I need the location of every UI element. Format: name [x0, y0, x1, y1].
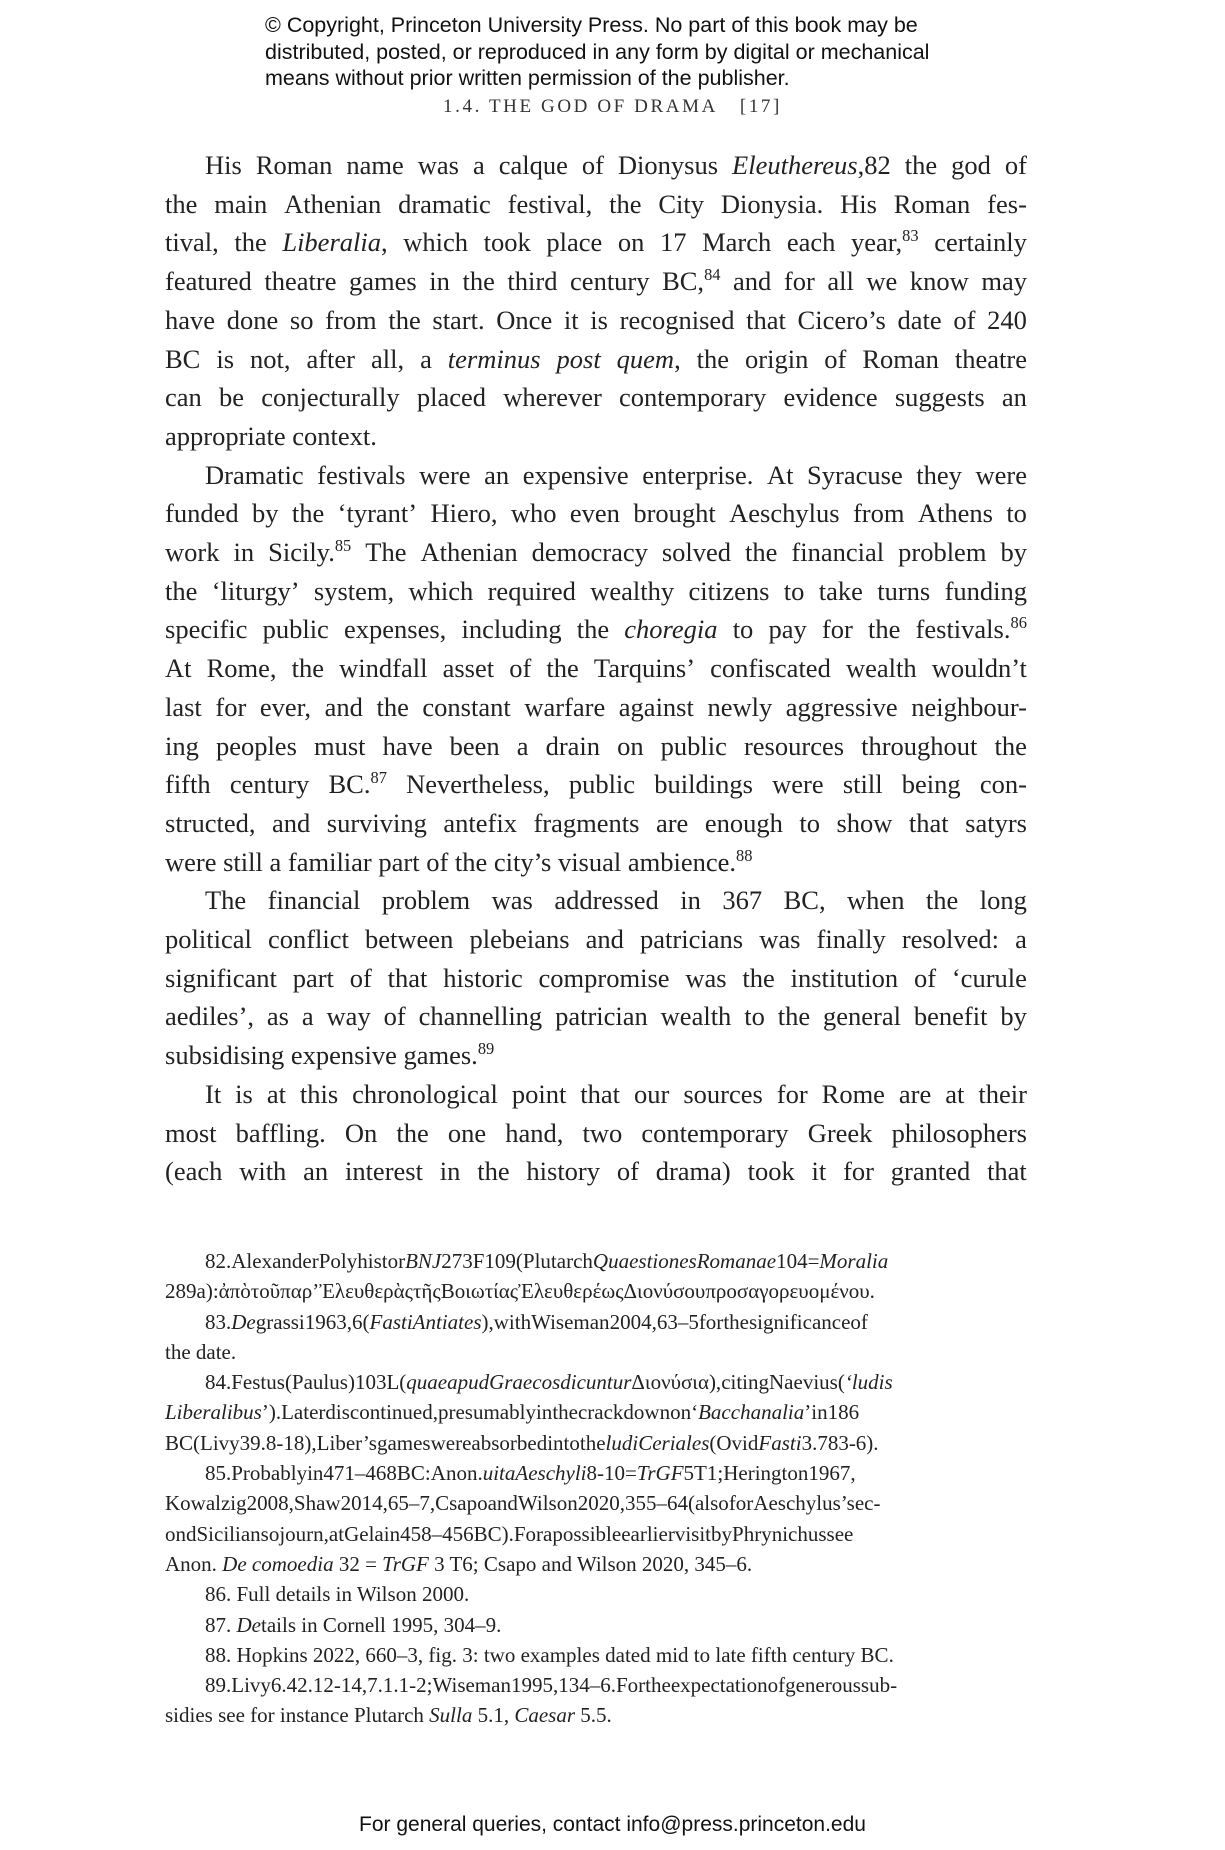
body-line: have done so from the start. Once it is recognised that Cicero’s date of 240 — [165, 304, 1027, 335]
copyright-notice — [265, 12, 1025, 92]
footnote-line: ondSiciliansojourn,atGelain458–456BC).ForapossibleearliervisitbyPhrynichussee — [165, 1521, 854, 1546]
body-line: appropriate context. — [165, 420, 377, 451]
footnotes — [165, 1246, 1027, 1731]
footnote-line: 289a):ἀπὸτοῦπαρ’ἘλευθερὰςτῆςΒοιωτίαςἘλευθερέωςΔιονύσουπροσαγορευομένου. — [165, 1279, 875, 1304]
body-line: were still a familiar part of the city’s visual ambience.$^{88}$ — [165, 845, 753, 877]
footnote-line: 82.AlexanderPolyhistorBNJ273F109(PlutarchQuaestionesRomanae104=Moralia — [205, 1249, 889, 1273]
body-line: can be conjecturally placed wherever contemporary evidence suggests an — [165, 382, 1027, 413]
body-line: aediles’, as a way of channelling patrician wealth to the general benefit by — [165, 1001, 1027, 1032]
footnote-line: BC(Livy39.8-18),Liber’sgameswereabsorbedintotheludiCeriales(OvidFasti3.783-6). — [165, 1430, 879, 1455]
body-line: the main Athenian dramatic festival, the City Dionysia. His Roman fes- — [165, 188, 1027, 219]
footnote-line: 83.Degrassi1963,6(FastiAntiates),withWiseman2004,63–5forthesignificanceof — [205, 1309, 868, 1334]
copyright-line: © Copyright, Princeton University Press. No part of this book may be — [265, 13, 918, 37]
body-line: the ‘liturgy’ system, which required wealthy citizens to take turns funding — [165, 575, 1027, 606]
body-line: (each with an interest in the history of drama) took it for granted that — [165, 1156, 1027, 1187]
body-line: The financial problem was addressed in 367 BC, when the long — [205, 885, 1027, 916]
body-line: BC is not, after all, a terminus post quem, the origin of Roman theatre — [165, 343, 1027, 374]
body-line: It is at this chronological point that our sources for Rome are at their — [205, 1078, 1027, 1109]
body-line: specific public expenses, including the choregia to pay for the festivals.$^{86}$ — [165, 613, 1027, 645]
body-line: His Roman name was a calque of Dionysus Eleuthereus,82 the god of — [205, 150, 1027, 180]
body-line: funded by the ‘tyrant’ Hiero, who even brought Aeschylus from Athens to — [165, 498, 1027, 529]
body-line: At Rome, the windfall asset of the Tarquins’ confiscated wealth wouldn’t — [165, 653, 1027, 684]
footnote-line: 84.Festus(Paulus)103L(quaeapudGraecosdicunturΔιονύσια),citingNaevius(‘ludis — [205, 1370, 893, 1395]
copyright-line: means without prior written permission of the publisher. — [265, 66, 790, 90]
footer-contact: For general queries, contact info@press.princeton.edu — [359, 1813, 866, 1836]
body-line: ing peoples must have been a drain on public resources throughout the — [165, 730, 1027, 761]
page-number: [17] — [739, 96, 782, 117]
running-head — [0, 96, 1225, 118]
footnote-line: sidies see for instance Plutarch Sulla 5.1, Caesar 5.5. — [165, 1703, 612, 1728]
body-text — [165, 146, 1027, 1191]
footnote-line: the date. — [165, 1339, 237, 1364]
body-line: last for ever, and the constant warfare against newly aggressive neighbour- — [165, 691, 1027, 722]
body-line: work in Sicily.$^{85}$ The Athenian democracy solved the financial problem by — [165, 535, 1027, 568]
footnote-line: 87. Details in Cornell 1995, 304–9. — [205, 1612, 502, 1637]
body-line: most baffling. On the one hand, two contemporary Greek philosophers — [165, 1117, 1027, 1148]
body-line: tival, the Liberalia, which took place on 17 March each year,$^{83}$ certainly — [165, 226, 1027, 258]
body-line: significant part of that historic compromise was the institution of ‘curule — [165, 962, 1027, 993]
footnote-line: Kowalzig2008,Shaw2014,65–7,CsapoandWilson2020,355–64(alsoforAeschylus’sec- — [165, 1491, 881, 1516]
section-title: 1.4. THE GOD OF DRAMA — [443, 96, 718, 117]
body-line: featured theatre games in the third century BC,$^{84}$ and for all we know may — [165, 264, 1027, 297]
body-line: structed, and surviving antefix fragments are enough to show that satyrs — [165, 807, 1027, 838]
body-line: fifth century BC.$^{87}$ Nevertheless, public buildings were still being con- — [165, 768, 1027, 800]
body-line: subsidising expensive games.$^{89}$ — [165, 1039, 495, 1071]
copyright-line: distributed, posted, or reproduced in any form by digital or mechanical — [265, 39, 930, 64]
body-line: political conflict between plebeians and patricians was finally resolved: a — [165, 924, 1027, 955]
footnote-line: 88. Hopkins 2022, 660–3, fig. 3: two examples dated mid to late fifth century BC. — [205, 1642, 894, 1667]
footnote-line: 89.Livy6.42.12-14,7.1.1-2;Wiseman1995,134–6.Fortheexpectationofgeneroussub- — [205, 1673, 898, 1698]
body-line: Dramatic festivals were an expensive enterprise. At Syracuse they were — [205, 459, 1027, 490]
footnote-line: Liberalibus’).Laterdiscontinued,presumablyinthecrackdownon‘Bacchanalia’in186 — [165, 1400, 860, 1425]
footnote-line: 86. Full details in Wilson 2000. — [205, 1582, 470, 1607]
footnote-line: Anon. De comoedia 32 = TrGF 3 T6; Csapo and Wilson 2020, 345–6. — [165, 1551, 753, 1576]
footnote-line: 85.Probablyin471–468BC:Anon.uitaAeschyli8-10=TrGF5T1;Herington1967, — [205, 1461, 856, 1486]
